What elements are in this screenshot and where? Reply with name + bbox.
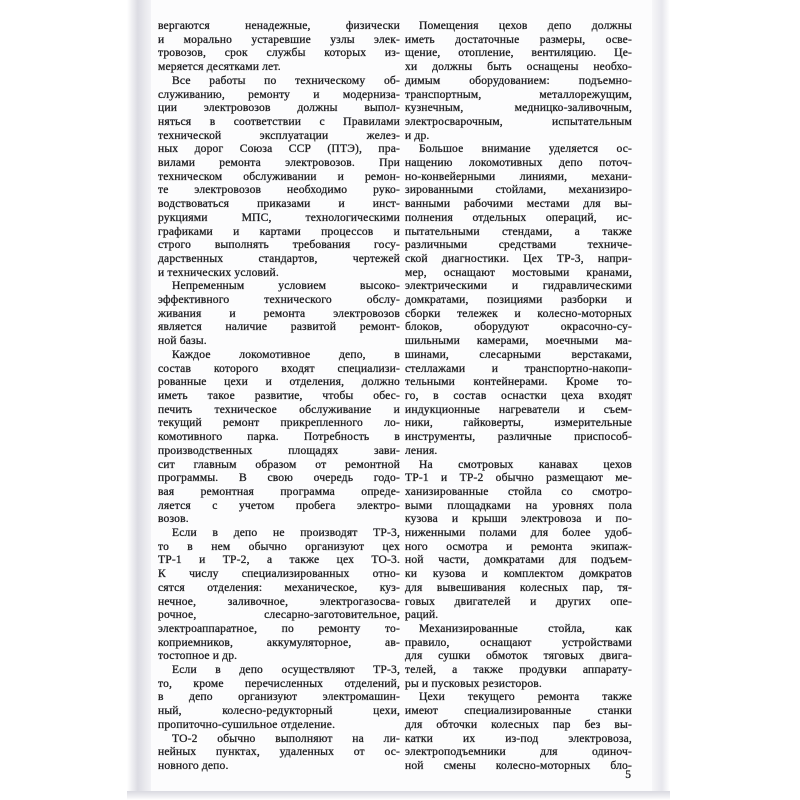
text-line: технической эксплуатации желез- bbox=[158, 128, 400, 142]
text-line: Большое внимание уделяется ос- bbox=[419, 142, 632, 156]
text-line: тельными контейнерами. Кроме то- bbox=[405, 375, 632, 389]
text-line: имеют специализированные станки bbox=[405, 704, 632, 718]
text-line: служиванию, ремонту и модерниза- bbox=[158, 87, 400, 101]
text-line: домкратами, позициями разборки и bbox=[405, 293, 632, 307]
text-line: является наличие развитой ремонт- bbox=[158, 320, 400, 334]
text-line: для сушки обмоток тяговых двига- bbox=[405, 649, 632, 663]
text-line: ных дорог Союза ССР (ПТЭ), пра- bbox=[158, 142, 400, 156]
page-right-edge-shadow bbox=[652, 0, 670, 791]
text-line: инструменты, различные приспособ- bbox=[405, 430, 632, 444]
text-line: программы. В свою очередь годо- bbox=[158, 471, 400, 485]
text-line: хи должны быть оснащены необхо- bbox=[405, 60, 632, 74]
text-line: го, в состав оснастки цеха входят bbox=[405, 388, 632, 402]
paragraph bbox=[405, 458, 632, 622]
text-line: рочное, слесарно-заготовительное, bbox=[158, 608, 400, 622]
text-line: нейных пунктах, удаленных от ос- bbox=[158, 745, 400, 759]
text-line: вергаются ненадежные, физически bbox=[158, 19, 400, 32]
text-line: тостопное и др. bbox=[158, 649, 238, 663]
text-line: Если в депо осуществляют ТР-3, bbox=[172, 663, 400, 677]
text-line: ванными рабочими местами для вы- bbox=[405, 197, 632, 211]
text-line: ТР-1 и ТР-2, а также цех ТО-3. bbox=[158, 553, 400, 567]
page-bottom-edge-shadow bbox=[127, 791, 670, 800]
text-line: ники, гайковерты, измерительные bbox=[405, 416, 632, 430]
text-line: рованные цехи и отделения, должно bbox=[158, 375, 400, 389]
text-line: графиками и картами процессов и bbox=[158, 224, 400, 238]
text-line: раций. bbox=[405, 608, 439, 622]
text-line: живания и ремонта электровозов bbox=[158, 306, 400, 320]
text-line: сятся отделения: механическое, куз- bbox=[158, 580, 400, 594]
paragraph bbox=[405, 19, 632, 142]
page-left-edge-shadow bbox=[127, 0, 151, 791]
text-line: нечное, заливочное, электрогазосва- bbox=[158, 594, 400, 608]
text-line: то, кроме перечисленных отделений, bbox=[158, 676, 400, 690]
text-line: печить техническое обслуживание и bbox=[158, 402, 400, 416]
text-line: ного осмотра и ремонта экипаж- bbox=[405, 539, 632, 553]
text-line: электроподъемники для одиноч- bbox=[405, 745, 632, 759]
text-line: ной базы. bbox=[158, 334, 207, 348]
text-line: различными средствами техниче- bbox=[405, 238, 632, 252]
text-line: электрическими и гидравлическими bbox=[405, 279, 632, 293]
text-line: рукциями МПС, технологическими bbox=[158, 210, 400, 224]
text-line: состав которого входят специализи- bbox=[158, 361, 400, 375]
text-line: сборки тележек и колесно-моторных bbox=[405, 306, 632, 320]
text-line: коприемников, аккумуляторное, ав- bbox=[158, 635, 400, 649]
text-line: Все работы по техническому об- bbox=[172, 73, 400, 87]
text-line: эффективного технического обслу- bbox=[158, 293, 400, 307]
paragraph bbox=[405, 690, 632, 772]
text-line: пытательными стендами, а также bbox=[405, 224, 632, 238]
text-line: индукционные нагреватели и съем- bbox=[405, 402, 632, 416]
text-line: вилами ремонта электровозов. При bbox=[158, 156, 400, 170]
text-line: шильными камерами, моечными ма- bbox=[405, 334, 632, 348]
text-line: К числу специализированных отно- bbox=[158, 567, 400, 581]
paragraph bbox=[158, 526, 400, 663]
text-line: говых двигателей и других опе- bbox=[405, 594, 632, 608]
text-line: пропиточно-сушильное отделение. bbox=[158, 717, 336, 731]
paragraph bbox=[405, 142, 632, 457]
text-line: няться в соответствии с Правилами bbox=[158, 114, 400, 128]
paragraph bbox=[158, 732, 400, 773]
text-line: ской диагностики. Цех ТР-3, напри- bbox=[405, 251, 632, 265]
text-line: строго выполнять требования госу- bbox=[158, 238, 400, 252]
text-line: производственных площадях зави- bbox=[158, 443, 400, 457]
text-line: Помещения цехов депо должны bbox=[419, 19, 632, 32]
text-line: ной части, домкратами для подъем- bbox=[405, 553, 632, 567]
paragraph bbox=[158, 348, 400, 526]
paper-page bbox=[133, 0, 668, 791]
text-line: и др. bbox=[405, 128, 430, 142]
text-line: меряется десятками лет. bbox=[158, 60, 281, 74]
text-line: сит главным образом от ремонтной bbox=[158, 457, 400, 471]
text-line: кузова и крыши электровоза и по- bbox=[405, 512, 632, 526]
text-line: для обточки колесных пар без вы- bbox=[405, 717, 632, 731]
text-line: щение, отопление, вентиляцию. Це- bbox=[405, 46, 632, 60]
text-line: Непременным условием высоко- bbox=[172, 279, 400, 293]
text-line: возов. bbox=[158, 512, 189, 526]
text-line: ции электровозов должны выпол- bbox=[158, 101, 400, 115]
text-line: те электровозов необходимо руко- bbox=[158, 183, 400, 197]
text-line: полнения отдельных операций, ис- bbox=[405, 210, 632, 224]
text-line: ТО-2 обычно выполняют на ли- bbox=[172, 731, 400, 745]
text-line: ТР-1 и ТР-2 обычно размещают ме- bbox=[405, 471, 632, 485]
paragraph bbox=[158, 663, 400, 732]
left-column bbox=[158, 19, 400, 773]
text-line: стеллажами и транспортно-накопи- bbox=[405, 361, 632, 375]
text-line: для вывешивания колесных пар, тя- bbox=[405, 580, 632, 594]
text-line: телей, а также продувки аппарату- bbox=[405, 663, 632, 677]
text-line: ки кузова и комплектом домкратов bbox=[405, 567, 632, 581]
text-line: тровозов, срок службы которых из- bbox=[158, 46, 400, 60]
text-line: ной смены колесно-моторных бло- bbox=[405, 758, 632, 772]
text-line: ниженными полами для более удоб- bbox=[405, 526, 632, 540]
text-line: текущий ремонт прикрепленного ло- bbox=[158, 416, 400, 430]
right-column bbox=[405, 19, 632, 773]
paragraph bbox=[405, 622, 632, 691]
paragraph bbox=[158, 19, 400, 74]
text-line: Если в депо не производят ТР-3, bbox=[172, 526, 400, 540]
text-line: катки их из-под электровоза, bbox=[405, 731, 632, 745]
text-line: вая ремонтная программа опреде- bbox=[158, 484, 400, 498]
text-line: но-конвейерными линиями, механи- bbox=[405, 169, 632, 183]
text-line: нащению локомотивных депо поточ- bbox=[405, 156, 632, 170]
text-line: ры и пусковых резисторов. bbox=[405, 676, 542, 690]
text-line: дарственных стандартов, чертежей bbox=[158, 251, 400, 265]
page-number: 5 bbox=[625, 769, 631, 781]
text-line: ханизированные стойла со смотро- bbox=[405, 484, 632, 498]
text-line: димым оборудованием: подъемно- bbox=[405, 73, 632, 87]
text-line: ляется с учетом пробега электро- bbox=[158, 498, 400, 512]
text-line: ления. bbox=[405, 443, 438, 457]
paragraph bbox=[158, 74, 400, 280]
text-line: транспортным, металлорежущим, bbox=[405, 87, 632, 101]
text-line: то в нем обычно организуют цех bbox=[158, 539, 400, 553]
text-line: и морально устаревшие узлы элек- bbox=[158, 32, 400, 46]
text-line: шинами, слесарными верстаками, bbox=[405, 347, 632, 361]
text-line: иметь такое развитие, чтобы обес- bbox=[158, 388, 400, 402]
text-line: электросварочным, испытательным bbox=[405, 114, 632, 128]
text-line: правило, оснащают устройствами bbox=[405, 635, 632, 649]
text-line: Каждое локомотивное депо, в bbox=[172, 347, 400, 361]
text-line: На смотровых канавах цехов bbox=[419, 457, 632, 471]
text-line: водствоваться приказами и инст- bbox=[158, 197, 400, 211]
text-line: мер, оснащают мостовыми кранами, bbox=[405, 265, 632, 279]
text-line: ный, колесно-редукторный цехи, bbox=[158, 704, 400, 718]
text-line: Цехи текущего ремонта также bbox=[419, 690, 632, 704]
text-line: блоков, оборудуют окрасочно-су- bbox=[405, 320, 632, 334]
text-line: новного депо. bbox=[158, 758, 229, 772]
text-line: зированными стойлами, механизиро- bbox=[405, 183, 632, 197]
text-line: комотивного парка. Потребность в bbox=[158, 430, 400, 444]
text-line: техническом обслуживании и ремон- bbox=[158, 169, 400, 183]
text-line: иметь достаточные размеры, осве- bbox=[405, 32, 632, 46]
text-line: и технических условий. bbox=[158, 265, 279, 279]
text-line: выми площадками на уровнях пола bbox=[405, 498, 632, 512]
paragraph bbox=[158, 279, 400, 348]
text-line: в депо организуют электромашин- bbox=[158, 690, 400, 704]
text-line: кузнечным, медницко-заливочным, bbox=[405, 101, 632, 115]
text-line: Механизированные стойла, как bbox=[419, 621, 632, 635]
text-line: электроаппаратное, по ремонту то- bbox=[158, 621, 400, 635]
